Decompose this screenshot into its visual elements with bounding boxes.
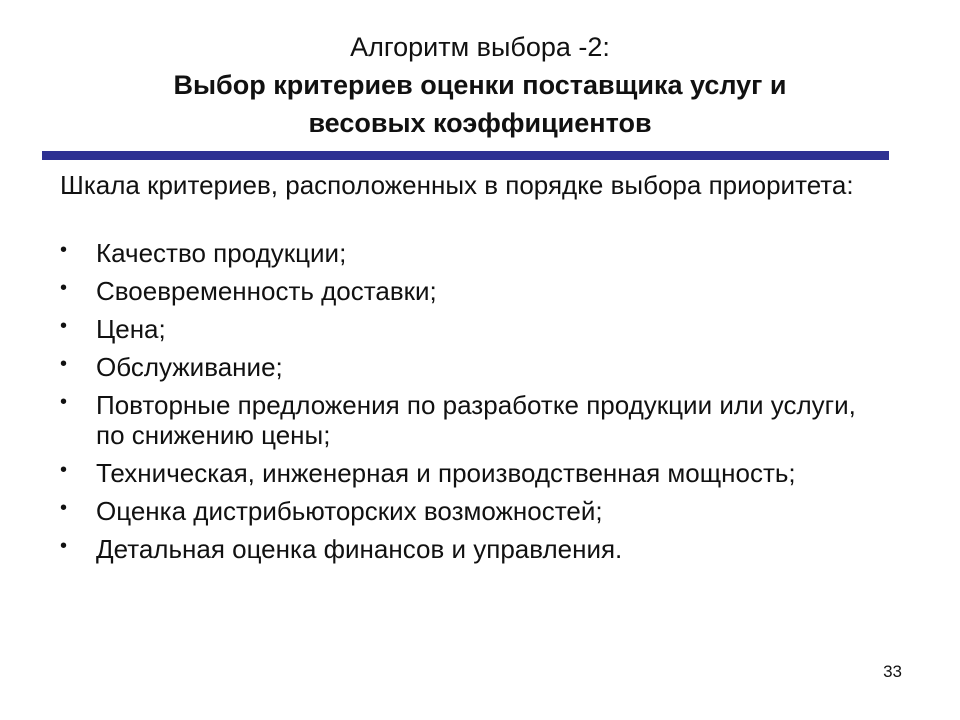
title-subtitle: Алгоритм выбора -2: <box>350 32 610 62</box>
title-heading-line2: весовых коэффициентов <box>308 108 652 138</box>
list-item-text: Оценка дистрибьюторских возможностей; <box>96 496 603 526</box>
bullet-icon: • <box>60 459 68 481</box>
list-item-text: Повторные предложения по разработке продукции или услуги, по снижению цены; <box>96 390 856 450</box>
criteria-list <box>60 238 890 572</box>
list-item <box>60 458 890 488</box>
list-item <box>60 276 890 306</box>
bullet-icon: • <box>60 535 68 557</box>
slide-title <box>60 28 900 142</box>
bullet-icon: • <box>60 391 68 413</box>
list-item <box>60 314 890 344</box>
list-item-text: Своевременность доставки; <box>96 276 437 306</box>
list-item <box>60 390 890 450</box>
list-item <box>60 352 890 382</box>
bullet-icon: • <box>60 315 68 337</box>
list-item-text: Техническая, инженерная и производственная мощность; <box>96 458 796 488</box>
list-item <box>60 238 890 268</box>
intro-text: Шкала критериев, расположенных в порядке выбора приоритета: <box>60 170 854 200</box>
title-heading-line1: Выбор критериев оценки поставщика услуг и <box>173 70 787 100</box>
bullet-icon: • <box>60 497 68 519</box>
title-divider <box>42 151 889 160</box>
page-number: 33 <box>883 662 902 681</box>
list-item <box>60 496 890 526</box>
bullet-icon: • <box>60 353 68 375</box>
bullet-icon: • <box>60 277 68 299</box>
list-item-text: Детальная оценка финансов и управления. <box>96 534 623 564</box>
list-item-text: Цена; <box>96 314 166 344</box>
list-item-text: Обслуживание; <box>96 352 283 382</box>
list-item-text: Качество продукции; <box>96 238 347 268</box>
list-item <box>60 534 890 564</box>
bullet-icon: • <box>60 239 68 261</box>
